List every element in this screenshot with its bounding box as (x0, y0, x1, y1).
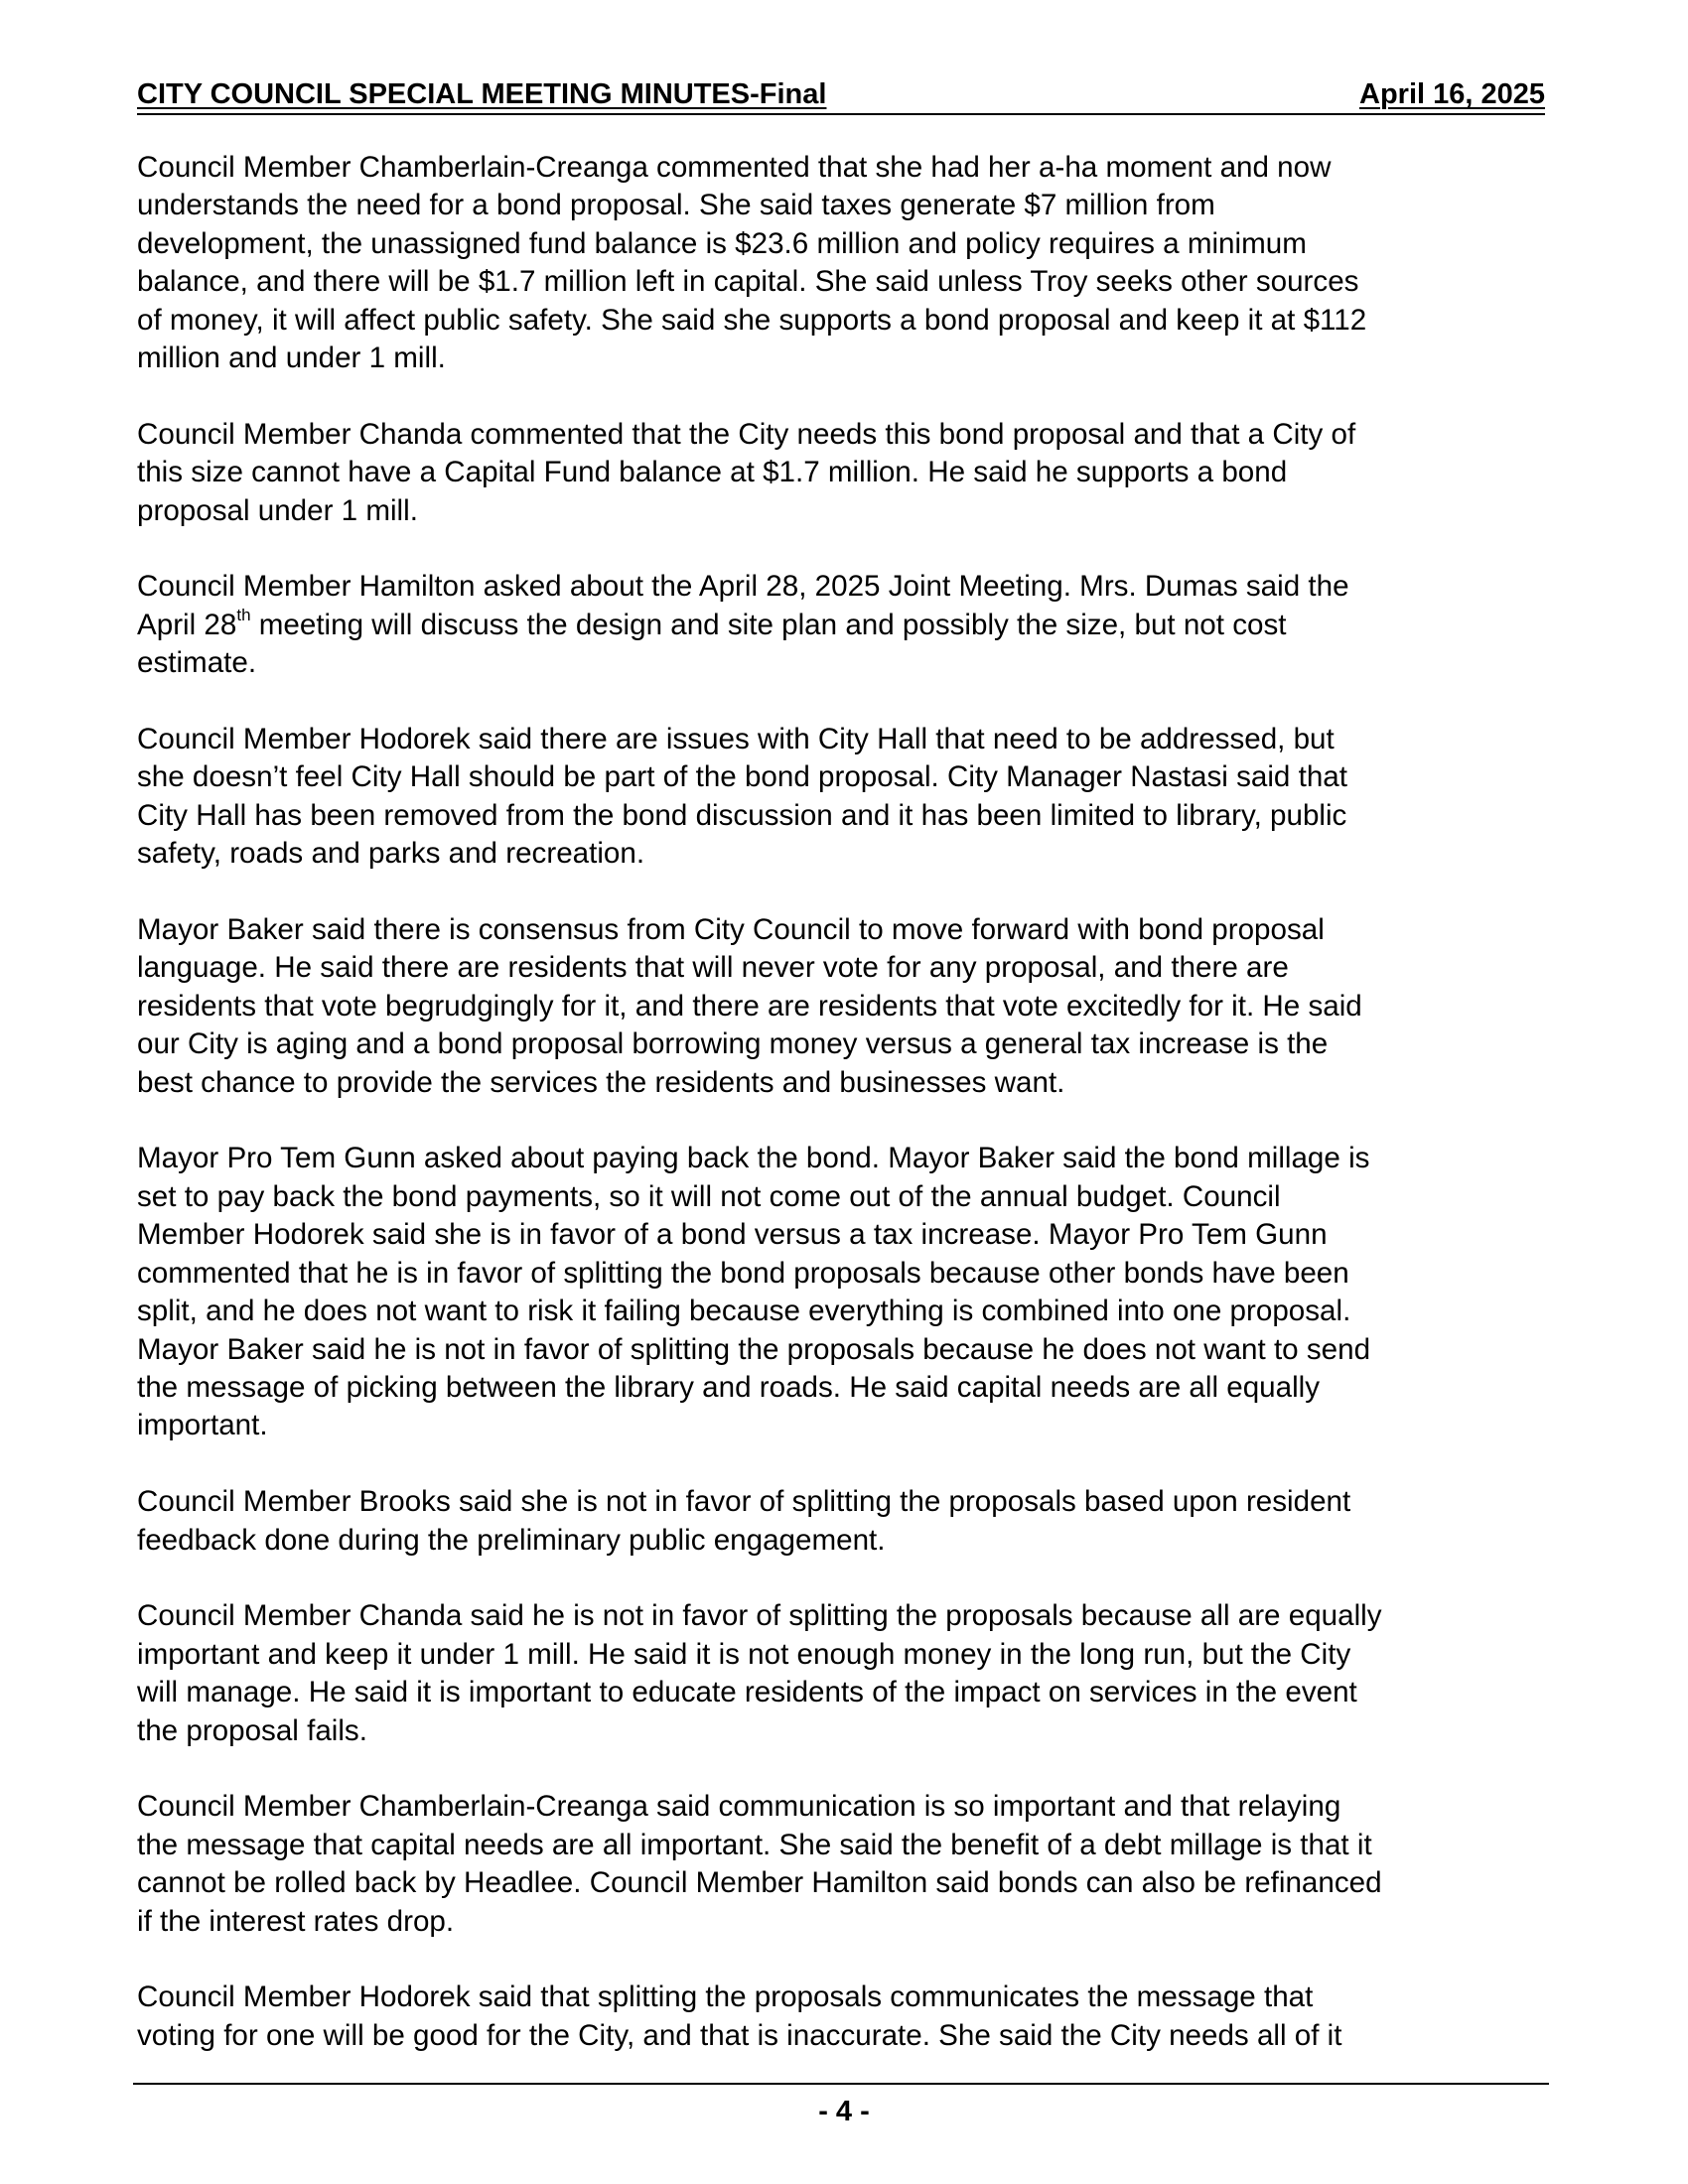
paragraph (137, 1483, 1547, 1560)
document-title: CITY COUNCIL SPECIAL MEETING MINUTES-Final (137, 78, 827, 110)
paragraph (137, 1979, 1547, 2055)
text-fragment: meeting will discuss the design and site plan and possibly the size, but not cost (250, 608, 1287, 641)
text-line: Mayor Pro Tem Gunn asked about paying back the bond. Mayor Baker said the bond millage is (137, 1142, 1370, 1175)
text-line (137, 607, 1547, 644)
text-line: Mayor Baker said he is not in favor of splitting the proposals because he does not want to send (137, 1332, 1371, 1366)
text-line: our City is aging and a bond proposal borrowing money versus a general tax increase is the (137, 1027, 1329, 1061)
text-line: if the interest rates drop. (137, 1904, 455, 1938)
text-line: Mayor Baker said there is consensus from City Council to move forward with bond proposal (137, 913, 1325, 947)
text-line: cannot be rolled back by Headlee. Council Member Hamilton said bonds can also be refinanced (137, 1866, 1382, 1900)
text-line: Council Member Brooks said she is not in favor of splitting the proposals based upon resident (137, 1485, 1351, 1519)
footer-divider (133, 2083, 1549, 2085)
text-line: set to pay back the bond payments, so it will not come out of the annual budget. Council (137, 1179, 1281, 1213)
text-line: important and keep it under 1 mill. He said it is not enough money in the long run, but the City (137, 1637, 1351, 1671)
text-fragment: April 28 (137, 608, 237, 641)
text-line: voting for one will be good for the City, and that is inaccurate. She said the City needs all of it (137, 2018, 1342, 2052)
text-line: proposal under 1 mill. (137, 493, 418, 527)
text-line: of money, it will affect public safety. She said she supports a bond proposal and keep it at $112 (137, 303, 1367, 337)
text-line: Council Member Chanda said he is not in favor of splitting the proposals because all are equally (137, 1599, 1382, 1633)
text-line: will manage. He said it is important to educate residents of the impact on services in the event (137, 1676, 1357, 1709)
text-line: split, and he does not want to risk it failing because everything is combined into one proposal. (137, 1295, 1351, 1328)
text-line: she doesn’t feel City Hall should be part of the bond proposal. City Manager Nastasi said that (137, 760, 1347, 794)
text-line: the message that capital needs are all important. She said the benefit of a debt millage is that it (137, 1828, 1372, 1861)
text-line: Council Member Chamberlain-Creanga commented that she had her a-ha moment and now (137, 151, 1332, 184)
paragraph (137, 1788, 1547, 1941)
text-line: Council Member Hodorek said there are issues with City Hall that need to be addressed, but (137, 723, 1335, 756)
paragraph (137, 416, 1547, 530)
minutes-body (137, 149, 1547, 2055)
text-line: balance, and there will be $1.7 million left in capital. She said unless Troy seeks other sources (137, 265, 1359, 299)
text-line: Council Member Chanda commented that the City needs this bond proposal and that a City of (137, 417, 1356, 451)
text-line: City Hall has been removed from the bond discussion and it has been limited to library, public (137, 798, 1347, 832)
text-line: important. (137, 1409, 268, 1442)
paragraph (137, 568, 1547, 682)
meeting-date: April 16, 2025 (1359, 78, 1545, 110)
paragraph (137, 1140, 1547, 1444)
text-line: the message of picking between the library and roads. He said capital needs are all equally (137, 1370, 1321, 1404)
text-line: estimate. (137, 646, 257, 680)
text-line: Council Member Hamilton asked about the April 28, 2025 Joint Meeting. Mrs. Dumas said the (137, 570, 1349, 604)
text-line: language. He said there are residents that will never vote for any proposal, and there are (137, 951, 1289, 985)
ordinal-suffix: th (236, 605, 251, 624)
text-line: development, the unassigned fund balance is $23.6 million and policy requires a minimum (137, 226, 1307, 260)
text-line: the proposal fails. (137, 1713, 367, 1747)
text-line: residents that vote begrudgingly for it, and there are residents that vote excitedly for it. He said (137, 989, 1362, 1023)
text-line: Member Hodorek said she is in favor of a bond versus a tax increase. Mayor Pro Tem Gunn (137, 1218, 1328, 1252)
text-line: understands the need for a bond proposal. She said taxes generate $7 million from (137, 189, 1215, 222)
document-page (137, 77, 1547, 2094)
page-header (137, 77, 1545, 115)
text-line: million and under 1 mill. (137, 341, 446, 375)
paragraph (137, 1597, 1547, 1750)
text-line: Council Member Chamberlain-Creanga said communication is so important and that relaying (137, 1790, 1341, 1824)
text-line: feedback done during the preliminary public engagement. (137, 1523, 886, 1557)
text-line: commented that he is in favor of splitting the bond proposals because other bonds have been (137, 1256, 1349, 1290)
text-line: best chance to provide the services the residents and businesses want. (137, 1065, 1065, 1099)
page-number: - 4 - (818, 2096, 870, 2127)
text-line: Council Member Hodorek said that splitting the proposals communicates the message that (137, 1980, 1314, 2014)
text-line: this size cannot have a Capital Fund balance at $1.7 million. He said he supports a bond (137, 456, 1288, 489)
paragraph (137, 149, 1547, 377)
text-line: safety, roads and parks and recreation. (137, 837, 645, 871)
paragraph (137, 721, 1547, 874)
paragraph (137, 911, 1547, 1102)
